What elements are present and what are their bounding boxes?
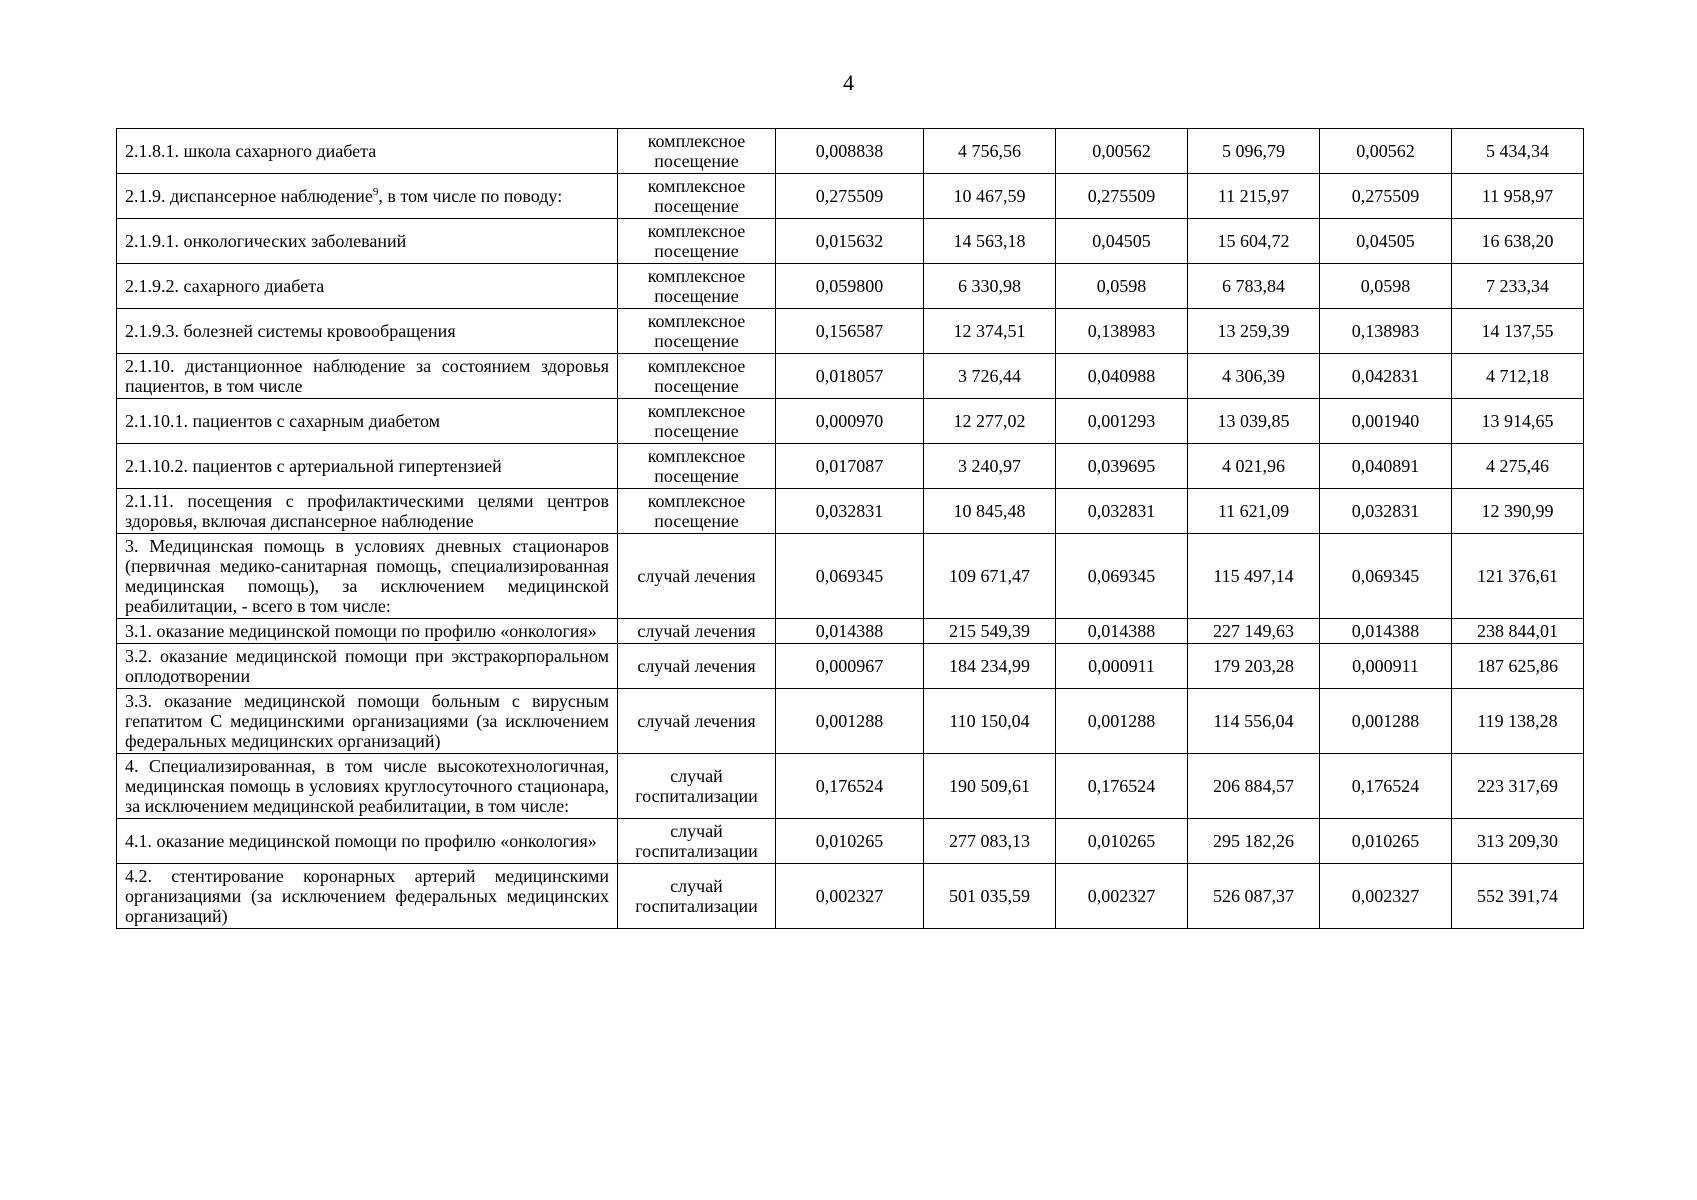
data-table <box>116 128 1584 929</box>
table-row <box>117 129 1584 174</box>
row-name-cell <box>117 864 618 929</box>
value-cell-3: 0,014388 <box>1056 619 1188 644</box>
value-cell-1: 0,275509 <box>776 174 924 219</box>
table-row <box>117 399 1584 444</box>
unit-cell: комплексное посещение <box>618 174 776 219</box>
value-cell-6: 16 638,20 <box>1452 219 1584 264</box>
value-cell-4: 13 259,39 <box>1188 309 1320 354</box>
value-cell-3: 0,010265 <box>1056 819 1188 864</box>
table-body <box>117 129 1584 929</box>
value-cell-5: 0,001940 <box>1320 399 1452 444</box>
row-name-cell <box>117 219 618 264</box>
unit-cell: случай лечения <box>618 534 776 619</box>
value-cell-2: 277 083,13 <box>924 819 1056 864</box>
value-cell-1: 0,156587 <box>776 309 924 354</box>
unit-cell: комплексное посещение <box>618 309 776 354</box>
row-name-cell <box>117 689 618 754</box>
row-name: 2.1.9.1. онкологических заболеваний <box>125 231 407 251</box>
row-name-cell <box>117 754 618 819</box>
value-cell-1: 0,010265 <box>776 819 924 864</box>
value-cell-5: 0,032831 <box>1320 489 1452 534</box>
value-cell-2: 6 330,98 <box>924 264 1056 309</box>
value-cell-4: 206 884,57 <box>1188 754 1320 819</box>
value-cell-5: 0,0598 <box>1320 264 1452 309</box>
row-name-cell <box>117 619 618 644</box>
value-cell-5: 0,275509 <box>1320 174 1452 219</box>
value-cell-6: 12 390,99 <box>1452 489 1584 534</box>
row-name-tail: , в том числе по поводу: <box>378 186 563 206</box>
table-row <box>117 174 1584 219</box>
value-cell-1: 0,018057 <box>776 354 924 399</box>
value-cell-3: 0,040988 <box>1056 354 1188 399</box>
row-name: 4.2. стентирование коронарных артерий медицинскими организациями (за исключением федеральных медицинских организаций) <box>125 866 609 926</box>
table-row <box>117 219 1584 264</box>
table-row <box>117 489 1584 534</box>
row-name-cell <box>117 644 618 689</box>
value-cell-1: 0,000970 <box>776 399 924 444</box>
row-name-cell <box>117 489 618 534</box>
table-row <box>117 689 1584 754</box>
row-name-cell <box>117 174 618 219</box>
value-cell-3: 0,001288 <box>1056 689 1188 754</box>
value-cell-4: 115 497,14 <box>1188 534 1320 619</box>
value-cell-6: 187 625,86 <box>1452 644 1584 689</box>
value-cell-6: 13 914,65 <box>1452 399 1584 444</box>
value-cell-1: 0,176524 <box>776 754 924 819</box>
row-name: 2.1.9. диспансерное наблюдение <box>125 186 373 206</box>
value-cell-5: 0,002327 <box>1320 864 1452 929</box>
value-cell-6: 121 376,61 <box>1452 534 1584 619</box>
value-cell-1: 0,015632 <box>776 219 924 264</box>
value-cell-5: 0,138983 <box>1320 309 1452 354</box>
table-row <box>117 444 1584 489</box>
unit-cell: случай лечения <box>618 689 776 754</box>
table-row <box>117 264 1584 309</box>
value-cell-4: 114 556,04 <box>1188 689 1320 754</box>
unit-cell: случай лечения <box>618 644 776 689</box>
value-cell-6: 119 138,28 <box>1452 689 1584 754</box>
row-name: 2.1.9.3. болезней системы кровообращения <box>125 321 456 341</box>
value-cell-4: 179 203,28 <box>1188 644 1320 689</box>
row-name: 4. Специализированная, в том числе высокотехнологичная, медицинская помощь в условиях круглосуточного стационара, за исключением медицинской реабилитации, в том числе: <box>125 756 609 816</box>
value-cell-4: 6 783,84 <box>1188 264 1320 309</box>
value-cell-6: 313 209,30 <box>1452 819 1584 864</box>
value-cell-4: 11 621,09 <box>1188 489 1320 534</box>
value-cell-6: 238 844,01 <box>1452 619 1584 644</box>
value-cell-4: 227 149,63 <box>1188 619 1320 644</box>
unit-cell: случай госпитализации <box>618 864 776 929</box>
table-row <box>117 819 1584 864</box>
value-cell-5: 0,176524 <box>1320 754 1452 819</box>
value-cell-3: 0,04505 <box>1056 219 1188 264</box>
value-cell-2: 12 277,02 <box>924 399 1056 444</box>
value-cell-5: 0,069345 <box>1320 534 1452 619</box>
row-name-cell <box>117 354 618 399</box>
unit-cell: комплексное посещение <box>618 489 776 534</box>
value-cell-2: 3 240,97 <box>924 444 1056 489</box>
value-cell-1: 0,017087 <box>776 444 924 489</box>
value-cell-5: 0,042831 <box>1320 354 1452 399</box>
value-cell-6: 5 434,34 <box>1452 129 1584 174</box>
value-cell-2: 184 234,99 <box>924 644 1056 689</box>
value-cell-1: 0,008838 <box>776 129 924 174</box>
table-row <box>117 354 1584 399</box>
value-cell-6: 7 233,34 <box>1452 264 1584 309</box>
value-cell-1: 0,014388 <box>776 619 924 644</box>
value-cell-5: 0,040891 <box>1320 444 1452 489</box>
unit-cell: случай лечения <box>618 619 776 644</box>
value-cell-3: 0,0598 <box>1056 264 1188 309</box>
table-row <box>117 754 1584 819</box>
value-cell-5: 0,014388 <box>1320 619 1452 644</box>
value-cell-3: 0,001293 <box>1056 399 1188 444</box>
value-cell-2: 215 549,39 <box>924 619 1056 644</box>
unit-cell: комплексное посещение <box>618 399 776 444</box>
table-row <box>117 309 1584 354</box>
footnote-ref: 9 <box>372 186 379 198</box>
value-cell-1: 0,032831 <box>776 489 924 534</box>
row-name-cell <box>117 129 618 174</box>
row-name: 3.3. оказание медицинской помощи больным с вирусным гепатитом С медицинскими организациями (за исключением федеральных медицинских организаций) <box>125 691 609 751</box>
value-cell-4: 13 039,85 <box>1188 399 1320 444</box>
value-cell-6: 4 712,18 <box>1452 354 1584 399</box>
row-name: 2.1.9.2. сахарного диабета <box>125 276 325 296</box>
value-cell-2: 10 467,59 <box>924 174 1056 219</box>
value-cell-5: 0,04505 <box>1320 219 1452 264</box>
value-cell-1: 0,069345 <box>776 534 924 619</box>
row-name: 2.1.10. дистанционное наблюдение за состоянием здоровья пациентов, в том числе <box>125 356 609 396</box>
row-name: 3. Медицинская помощь в условиях дневных стационаров (первичная медико-санитарная помощь, специализированная медицинская помощь), за исключением медицинской реабилитации, - всего в том числе: <box>125 536 609 616</box>
table-row <box>117 864 1584 929</box>
value-cell-2: 190 509,61 <box>924 754 1056 819</box>
row-name: 2.1.11. посещения с профилактическими целями центров здоровья, включая диспансерное наблюдение <box>125 491 609 531</box>
value-cell-5: 0,000911 <box>1320 644 1452 689</box>
value-cell-3: 0,176524 <box>1056 754 1188 819</box>
value-cell-5: 0,00562 <box>1320 129 1452 174</box>
table-row <box>117 619 1584 644</box>
value-cell-2: 110 150,04 <box>924 689 1056 754</box>
value-cell-4: 4 306,39 <box>1188 354 1320 399</box>
value-cell-6: 14 137,55 <box>1452 309 1584 354</box>
value-cell-4: 4 021,96 <box>1188 444 1320 489</box>
value-cell-6: 223 317,69 <box>1452 754 1584 819</box>
value-cell-3: 0,275509 <box>1056 174 1188 219</box>
unit-cell: случай госпитализации <box>618 754 776 819</box>
row-name-cell <box>117 264 618 309</box>
value-cell-2: 3 726,44 <box>924 354 1056 399</box>
row-name-cell <box>117 534 618 619</box>
row-name-cell <box>117 819 618 864</box>
value-cell-1: 0,002327 <box>776 864 924 929</box>
value-cell-4: 11 215,97 <box>1188 174 1320 219</box>
value-cell-1: 0,001288 <box>776 689 924 754</box>
unit-cell: комплексное посещение <box>618 129 776 174</box>
row-name: 3.2. оказание медицинской помощи при экстракорпоральном оплодотворении <box>125 646 609 686</box>
page-number: 4 <box>843 70 854 95</box>
table-row <box>117 644 1584 689</box>
unit-cell: случай госпитализации <box>618 819 776 864</box>
value-cell-3: 0,002327 <box>1056 864 1188 929</box>
value-cell-3: 0,032831 <box>1056 489 1188 534</box>
row-name: 2.1.10.2. пациентов с артериальной гипертензией <box>125 456 502 476</box>
value-cell-2: 4 756,56 <box>924 129 1056 174</box>
value-cell-2: 10 845,48 <box>924 489 1056 534</box>
unit-cell: комплексное посещение <box>618 444 776 489</box>
value-cell-6: 11 958,97 <box>1452 174 1584 219</box>
value-cell-3: 0,039695 <box>1056 444 1188 489</box>
unit-cell: комплексное посещение <box>618 219 776 264</box>
value-cell-4: 15 604,72 <box>1188 219 1320 264</box>
value-cell-4: 295 182,26 <box>1188 819 1320 864</box>
value-cell-5: 0,001288 <box>1320 689 1452 754</box>
row-name: 2.1.10.1. пациентов с сахарным диабетом <box>125 411 441 431</box>
value-cell-3: 0,138983 <box>1056 309 1188 354</box>
value-cell-5: 0,010265 <box>1320 819 1452 864</box>
value-cell-1: 0,059800 <box>776 264 924 309</box>
value-cell-6: 552 391,74 <box>1452 864 1584 929</box>
row-name-cell <box>117 399 618 444</box>
row-name-cell <box>117 309 618 354</box>
value-cell-3: 0,069345 <box>1056 534 1188 619</box>
row-name: 3.1. оказание медицинской помощи по профилю «онкология» <box>125 621 597 641</box>
value-cell-6: 4 275,46 <box>1452 444 1584 489</box>
value-cell-2: 14 563,18 <box>924 219 1056 264</box>
value-cell-2: 501 035,59 <box>924 864 1056 929</box>
value-cell-2: 109 671,47 <box>924 534 1056 619</box>
row-name: 2.1.8.1. школа сахарного диабета <box>125 141 377 161</box>
row-name: 4.1. оказание медицинской помощи по профилю «онкология» <box>125 831 597 851</box>
value-cell-3: 0,000911 <box>1056 644 1188 689</box>
value-cell-4: 526 087,37 <box>1188 864 1320 929</box>
value-cell-2: 12 374,51 <box>924 309 1056 354</box>
unit-cell: комплексное посещение <box>618 264 776 309</box>
value-cell-4: 5 096,79 <box>1188 129 1320 174</box>
unit-cell: комплексное посещение <box>618 354 776 399</box>
table-row <box>117 534 1584 619</box>
row-name-cell <box>117 444 618 489</box>
value-cell-3: 0,00562 <box>1056 129 1188 174</box>
value-cell-1: 0,000967 <box>776 644 924 689</box>
